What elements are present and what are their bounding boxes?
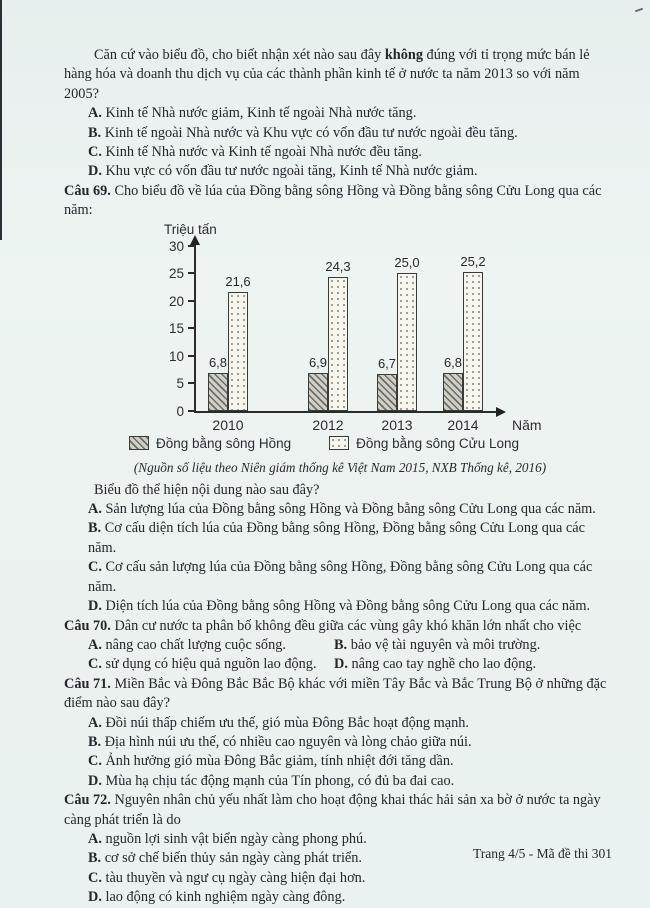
legend-item-cuu-long	[329, 436, 519, 451]
legend-item-song-hong	[129, 436, 291, 451]
question-number: Câu 69.	[64, 182, 111, 199]
answer-option	[64, 597, 616, 616]
question-72-stem	[64, 791, 616, 830]
chart-legend	[104, 436, 544, 451]
x-axis-label: Năm	[512, 416, 542, 433]
y-tick-mark	[188, 272, 196, 274]
option-letter: B.	[88, 520, 102, 537]
y-tick-label: 5	[176, 376, 184, 392]
x-category-label: 2012	[312, 416, 344, 433]
option-letter: D.	[334, 656, 348, 673]
option-text: Diện tích lúa của Đồng bằng sông Hồng và Đồng bằng sông Cửu Long qua các năm.	[101, 598, 591, 615]
question-69-stem	[64, 182, 616, 221]
chart-source-note: (Nguồn số liệu theo Niên giám thống kê Việt Nam 2015, NXB Thống kê, 2016)	[133, 459, 547, 475]
question-number: Câu 70.	[64, 617, 111, 634]
stem-text: đúng với tỉ trọng mức bán lẻ hàng hóa và doanh thu dịch vụ của các thành phần kinh tế ở nước ta năm 2013 so với năm 2005?	[64, 47, 590, 102]
answer-option	[64, 888, 616, 907]
answer-option	[64, 143, 616, 162]
legend-swatch-hatch-icon	[129, 436, 149, 450]
option-letter: A.	[88, 636, 102, 653]
option-text: Mùa hạ chịu tác động mạnh của Tín phong, có đủ ba đai cao.	[101, 772, 455, 789]
option-letter: D.	[88, 598, 102, 615]
option-letter: C.	[88, 144, 102, 161]
answer-option	[64, 124, 616, 143]
bar-song-hong	[443, 373, 463, 410]
option-letter: A.	[88, 830, 102, 847]
option-text: tàu thuyền và ngư cụ ngày càng hiện đại hơn.	[101, 869, 366, 886]
y-tick-mark	[188, 410, 196, 412]
option-letter: B.	[334, 636, 348, 653]
question-70-options	[64, 636, 616, 675]
option-text: Cơ cấu diện tích lúa của Đồng bằng sông Hồng, Đồng bằng sông Cửu Long qua các năm.	[88, 520, 585, 556]
answer-option	[334, 655, 616, 674]
answer-option	[64, 519, 616, 558]
option-text: Kinh tế ngoài Nhà nước và Khu vực có vốn đầu tư nước ngoài đều tăng.	[101, 124, 518, 141]
y-tick-mark	[188, 300, 196, 302]
rice-output-bar-chart	[64, 222, 616, 480]
bar-song-hong	[377, 374, 397, 411]
legend-label: Đồng bằng sông Hồng	[155, 435, 292, 451]
bar-value-label: 25,2	[460, 254, 486, 270]
x-category-label: 2014	[447, 416, 479, 433]
bar-value-label: 6,8	[443, 355, 463, 371]
option-text: nâng cao chất lượng cuộc sống.	[101, 636, 286, 653]
option-letter: C.	[88, 656, 102, 673]
y-tick-label: 25	[168, 266, 184, 282]
y-axis-arrow-icon	[190, 235, 200, 245]
option-letter: A.	[88, 501, 102, 518]
question-70-stem	[64, 617, 616, 636]
option-text: Ảnh hưởng gió mùa Đông Bắc giảm, tính nhiệt đới tăng dần.	[101, 753, 454, 770]
chart-plot	[168, 238, 542, 433]
bar-cuu-long	[228, 292, 248, 411]
x-category-label: 2010	[212, 416, 244, 433]
bar-cuu-long	[328, 277, 348, 411]
stem-text: Miền Bắc và Đông Bắc Bắc Bộ khác với miền Tây Bắc và Bắc Trung Bộ ở những đặc điểm nào sau đây?	[64, 675, 607, 712]
answer-option	[64, 752, 616, 771]
option-text: cơ sở chế biến thủy sản ngày càng phát triển.	[101, 850, 362, 867]
question-prev-stem	[64, 46, 616, 104]
x-axis-arrow-icon	[496, 407, 506, 417]
option-letter: C.	[88, 559, 102, 576]
option-letter: D.	[88, 163, 102, 180]
option-text: Địa hình núi ưu thế, có nhiều cao nguyên và lòng chảo giữa núi.	[101, 733, 472, 750]
y-tick-mark	[188, 245, 196, 247]
answer-option	[88, 655, 334, 674]
answer-option	[64, 104, 616, 123]
bar-value-label: 21,6	[225, 273, 251, 289]
option-text: sử dụng có hiệu quả nguồn lao động.	[101, 656, 317, 673]
legend-label: Đồng bằng sông Cửu Long	[356, 435, 520, 451]
bar-cuu-long	[463, 272, 483, 411]
option-text: nâng cao tay nghề cho lao động.	[347, 656, 537, 673]
option-letter: A.	[88, 105, 102, 122]
question-71-stem	[64, 675, 616, 714]
bar-song-hong	[308, 373, 328, 411]
bar-cuu-long	[397, 273, 417, 411]
bar-song-hong	[208, 373, 228, 410]
option-letter: C.	[88, 753, 102, 770]
y-tick-mark	[188, 382, 196, 384]
y-tick-label: 20	[168, 293, 184, 309]
answer-option	[64, 500, 616, 519]
bar-value-label: 24,3	[325, 259, 351, 275]
bar-value-label: 6,8	[208, 355, 228, 371]
y-tick-label: 0	[176, 403, 184, 419]
answer-option	[64, 869, 616, 888]
question-number: Câu 72.	[64, 792, 111, 809]
option-text: Sản lượng lúa của Đồng bằng sông Hồng và Đồng bằng sông Cửu Long qua các năm.	[101, 501, 596, 518]
stem-text: Nguyên nhân chủ yếu nhất làm cho hoạt động khai thác hải sản xa bờ ở nước ta ngày càng phát triển là do	[64, 792, 601, 828]
option-text: Kinh tế Nhà nước và Kinh tế ngoài Nhà nước đều tăng.	[101, 144, 422, 161]
stem-bold-word: không	[384, 47, 423, 63]
option-letter: D.	[88, 772, 102, 789]
answer-option	[64, 772, 616, 791]
answer-option	[64, 558, 616, 597]
option-text: bảo vệ tài nguyên và môi trường.	[347, 636, 541, 653]
option-text: nguồn lợi sinh vật biển ngày càng phong phú.	[101, 830, 367, 847]
y-tick-mark	[188, 327, 196, 329]
answer-option	[64, 714, 616, 733]
bar-value-label: 6,7	[377, 355, 397, 371]
question-69-prompt: Biểu đồ thể hiện nội dung nào sau đây?	[94, 481, 320, 498]
answer-option	[64, 162, 616, 181]
option-text: Khu vực có vốn đầu tư nước ngoài tăng, Kinh tế Nhà nước giảm.	[101, 163, 478, 180]
option-text: Cơ cấu sản lượng lúa của Đồng bằng sông Hồng, Đồng bằng sông Cửu Long qua các năm.	[88, 559, 593, 595]
option-letter: C.	[88, 869, 102, 886]
option-letter: B.	[88, 733, 102, 750]
exam-page-content	[64, 46, 616, 908]
bar-value-label: 25,0	[394, 255, 420, 271]
y-tick-label: 15	[168, 321, 184, 337]
x-category-label: 2013	[381, 416, 413, 433]
stem-text: Cho biểu đồ về lúa của Đồng bằng sông Hồng và Đồng bằng sông Cửu Long qua các năm:	[64, 182, 602, 219]
stem-text: Dân cư nước ta phân bố không đều giữa các vùng gây khó khăn lớn nhất cho việc	[110, 617, 582, 634]
option-letter: B.	[88, 850, 102, 867]
y-tick-label: 10	[168, 348, 184, 364]
option-text: lao động có kinh nghiệm ngày càng đông.	[101, 889, 346, 906]
answer-option	[64, 733, 616, 752]
question-number: Câu 71.	[64, 675, 111, 692]
answer-option	[334, 636, 616, 655]
y-tick-mark	[188, 355, 196, 357]
stem-text: Căn cứ vào biểu đồ, cho biết nhận xét nào sau đây	[94, 47, 385, 63]
option-text: Đồi núi thấp chiếm ưu thế, gió mùa Đông Bắc hoạt động mạnh.	[101, 714, 469, 731]
y-axis-label: Triệu tấn	[164, 221, 217, 237]
legend-swatch-dots-icon	[329, 436, 349, 450]
bar-value-label: 6,9	[308, 354, 328, 370]
option-letter: A.	[88, 714, 102, 731]
scan-corner-mark	[635, 8, 643, 13]
page-footer: Trang 4/5 - Mã đề thi 301	[473, 846, 612, 861]
option-letter: B.	[88, 124, 102, 141]
scan-edge-artifact	[0, 0, 2, 240]
option-letter: D.	[88, 889, 102, 906]
option-text: Kinh tế Nhà nước giảm, Kinh tế ngoài Nhà nước tăng.	[101, 105, 417, 122]
answer-option	[88, 636, 334, 655]
y-tick-label: 30	[168, 238, 184, 254]
